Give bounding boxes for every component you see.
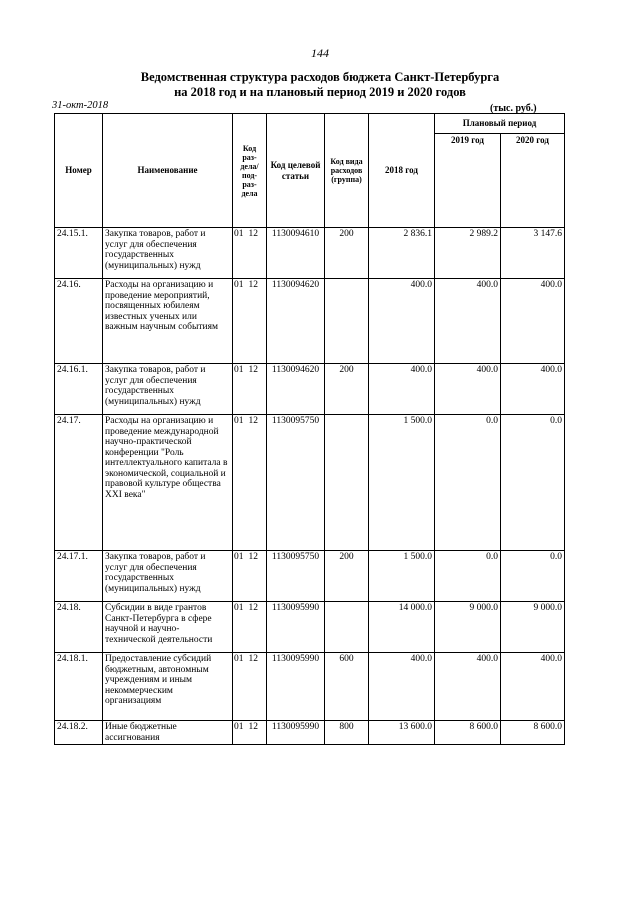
table-row bbox=[55, 364, 565, 415]
row-name: Субсидии в виде грантов Санкт-Петербурга в сфере научной и научно-технической деятельности bbox=[103, 602, 233, 653]
row-value-2018: 400.0 bbox=[369, 364, 435, 415]
table-row bbox=[55, 279, 565, 364]
document-date: 31-окт-2018 bbox=[52, 100, 109, 111]
table-row bbox=[55, 551, 565, 602]
row-section-code bbox=[233, 228, 267, 279]
row-section-code bbox=[233, 415, 267, 551]
row-number: 24.18.2. bbox=[55, 721, 103, 745]
table-row bbox=[55, 602, 565, 653]
row-number: 24.15.1. bbox=[55, 228, 103, 279]
row-name: Закупка товаров, работ и услуг для обеспечения государственных (муниципальных) нужд bbox=[103, 364, 233, 415]
row-target-code: 1130094620 bbox=[267, 279, 325, 364]
row-name: Закупка товаров, работ и услуг для обеспечения государственных (муниципальных) нужд bbox=[103, 551, 233, 602]
table-row bbox=[55, 228, 565, 279]
row-target-code: 1130095990 bbox=[267, 721, 325, 745]
units-label: (тыс. руб.) bbox=[490, 103, 537, 114]
row-section-code-part: 01 bbox=[234, 722, 244, 732]
row-value-2019: 0.0 bbox=[435, 551, 501, 602]
row-section-code-part: 01 bbox=[234, 603, 244, 613]
row-kind-code: 800 bbox=[325, 721, 369, 745]
row-value-2018: 1 500.0 bbox=[369, 551, 435, 602]
row-value-2019: 400.0 bbox=[435, 653, 501, 721]
row-section-code-part: 01 bbox=[234, 416, 244, 426]
row-subsection-code-part: 12 bbox=[248, 280, 258, 290]
row-value-2020: 400.0 bbox=[501, 653, 565, 721]
row-value-2020: 8 600.0 bbox=[501, 721, 565, 745]
header-name: Наименование bbox=[103, 114, 233, 228]
row-section-code-part: 01 bbox=[234, 365, 244, 375]
document-title bbox=[0, 70, 640, 100]
row-section-code bbox=[233, 551, 267, 602]
row-target-code: 1130094620 bbox=[267, 364, 325, 415]
row-value-2019: 9 000.0 bbox=[435, 602, 501, 653]
row-kind-code: 600 bbox=[325, 653, 369, 721]
row-target-code: 1130095990 bbox=[267, 602, 325, 653]
header-2020: 2020 год bbox=[501, 134, 565, 228]
row-kind-code bbox=[325, 279, 369, 364]
row-value-2019: 400.0 bbox=[435, 279, 501, 364]
row-section-code bbox=[233, 721, 267, 745]
row-name: Расходы на организацию и проведение мероприятий, посвященных юбилеям известных ученых или важным научным событиям bbox=[103, 279, 233, 364]
row-number: 24.18.1. bbox=[55, 653, 103, 721]
row-value-2020: 9 000.0 bbox=[501, 602, 565, 653]
row-subsection-code-part: 12 bbox=[248, 365, 258, 375]
row-value-2018: 2 836.1 bbox=[369, 228, 435, 279]
row-value-2019: 400.0 bbox=[435, 364, 501, 415]
header-target: Код целевой статьи bbox=[267, 114, 325, 228]
row-value-2020: 0.0 bbox=[501, 551, 565, 602]
row-section-code-part: 01 bbox=[234, 654, 244, 664]
row-target-code: 1130095990 bbox=[267, 653, 325, 721]
row-value-2020: 3 147.6 bbox=[501, 228, 565, 279]
row-subsection-code-part: 12 bbox=[248, 654, 258, 664]
table-row bbox=[55, 653, 565, 721]
row-number: 24.16. bbox=[55, 279, 103, 364]
budget-table bbox=[54, 113, 565, 745]
row-name: Иные бюджетные ассигнования bbox=[103, 721, 233, 745]
row-kind-code: 200 bbox=[325, 551, 369, 602]
row-subsection-code-part: 12 bbox=[248, 229, 258, 239]
row-value-2019: 0.0 bbox=[435, 415, 501, 551]
row-subsection-code-part: 12 bbox=[248, 722, 258, 732]
header-section: Код раз-дела/ под-раз-дела bbox=[233, 114, 267, 228]
row-section-code-part: 01 bbox=[234, 552, 244, 562]
row-section-code bbox=[233, 279, 267, 364]
header-2018: 2018 год bbox=[369, 114, 435, 228]
row-target-code: 1130095750 bbox=[267, 551, 325, 602]
row-kind-code: 200 bbox=[325, 364, 369, 415]
row-number: 24.16.1. bbox=[55, 364, 103, 415]
row-section-code bbox=[233, 602, 267, 653]
row-section-code-part: 01 bbox=[234, 280, 244, 290]
row-value-2020: 400.0 bbox=[501, 279, 565, 364]
row-kind-code bbox=[325, 415, 369, 551]
row-kind-code bbox=[325, 602, 369, 653]
page-number: 144 bbox=[311, 46, 329, 60]
row-value-2020: 0.0 bbox=[501, 415, 565, 551]
row-value-2019: 2 989.2 bbox=[435, 228, 501, 279]
row-subsection-code-part: 12 bbox=[248, 603, 258, 613]
row-value-2020: 400.0 bbox=[501, 364, 565, 415]
row-target-code: 1130094610 bbox=[267, 228, 325, 279]
table-row bbox=[55, 415, 565, 551]
title-line-2: на 2018 год и на плановый период 2019 и 2020 годов bbox=[174, 85, 466, 99]
row-value-2018: 400.0 bbox=[369, 279, 435, 364]
header-planned-period: Плановый период bbox=[435, 114, 565, 134]
row-name: Закупка товаров, работ и услуг для обеспечения государственных (муниципальных) нужд bbox=[103, 228, 233, 279]
row-number: 24.18. bbox=[55, 602, 103, 653]
row-section-code bbox=[233, 653, 267, 721]
row-value-2019: 8 600.0 bbox=[435, 721, 501, 745]
row-value-2018: 1 500.0 bbox=[369, 415, 435, 551]
row-name: Расходы на организацию и проведение международной научно-практической конференции "Роль интеллектуального капитала в экономической, социальной и правовой культуре общества XXI века" bbox=[103, 415, 233, 551]
table-row bbox=[55, 721, 565, 745]
row-value-2018: 400.0 bbox=[369, 653, 435, 721]
row-section-code-part: 01 bbox=[234, 229, 244, 239]
row-target-code: 1130095750 bbox=[267, 415, 325, 551]
row-value-2018: 14 000.0 bbox=[369, 602, 435, 653]
row-value-2018: 13 600.0 bbox=[369, 721, 435, 745]
row-subsection-code-part: 12 bbox=[248, 416, 258, 426]
header-number: Номер bbox=[55, 114, 103, 228]
row-number: 24.17. bbox=[55, 415, 103, 551]
row-name: Предоставление субсидий бюджетным, автономным учреждениям и иным некоммерческим организациям bbox=[103, 653, 233, 721]
row-kind-code: 200 bbox=[325, 228, 369, 279]
header-kind: Код вида расходов (группа) bbox=[325, 114, 369, 228]
header-2019: 2019 год bbox=[435, 134, 501, 228]
row-section-code bbox=[233, 364, 267, 415]
title-line-1: Ведомственная структура расходов бюджета Санкт-Петербурга bbox=[140, 70, 500, 84]
row-number: 24.17.1. bbox=[55, 551, 103, 602]
row-subsection-code-part: 12 bbox=[248, 552, 258, 562]
